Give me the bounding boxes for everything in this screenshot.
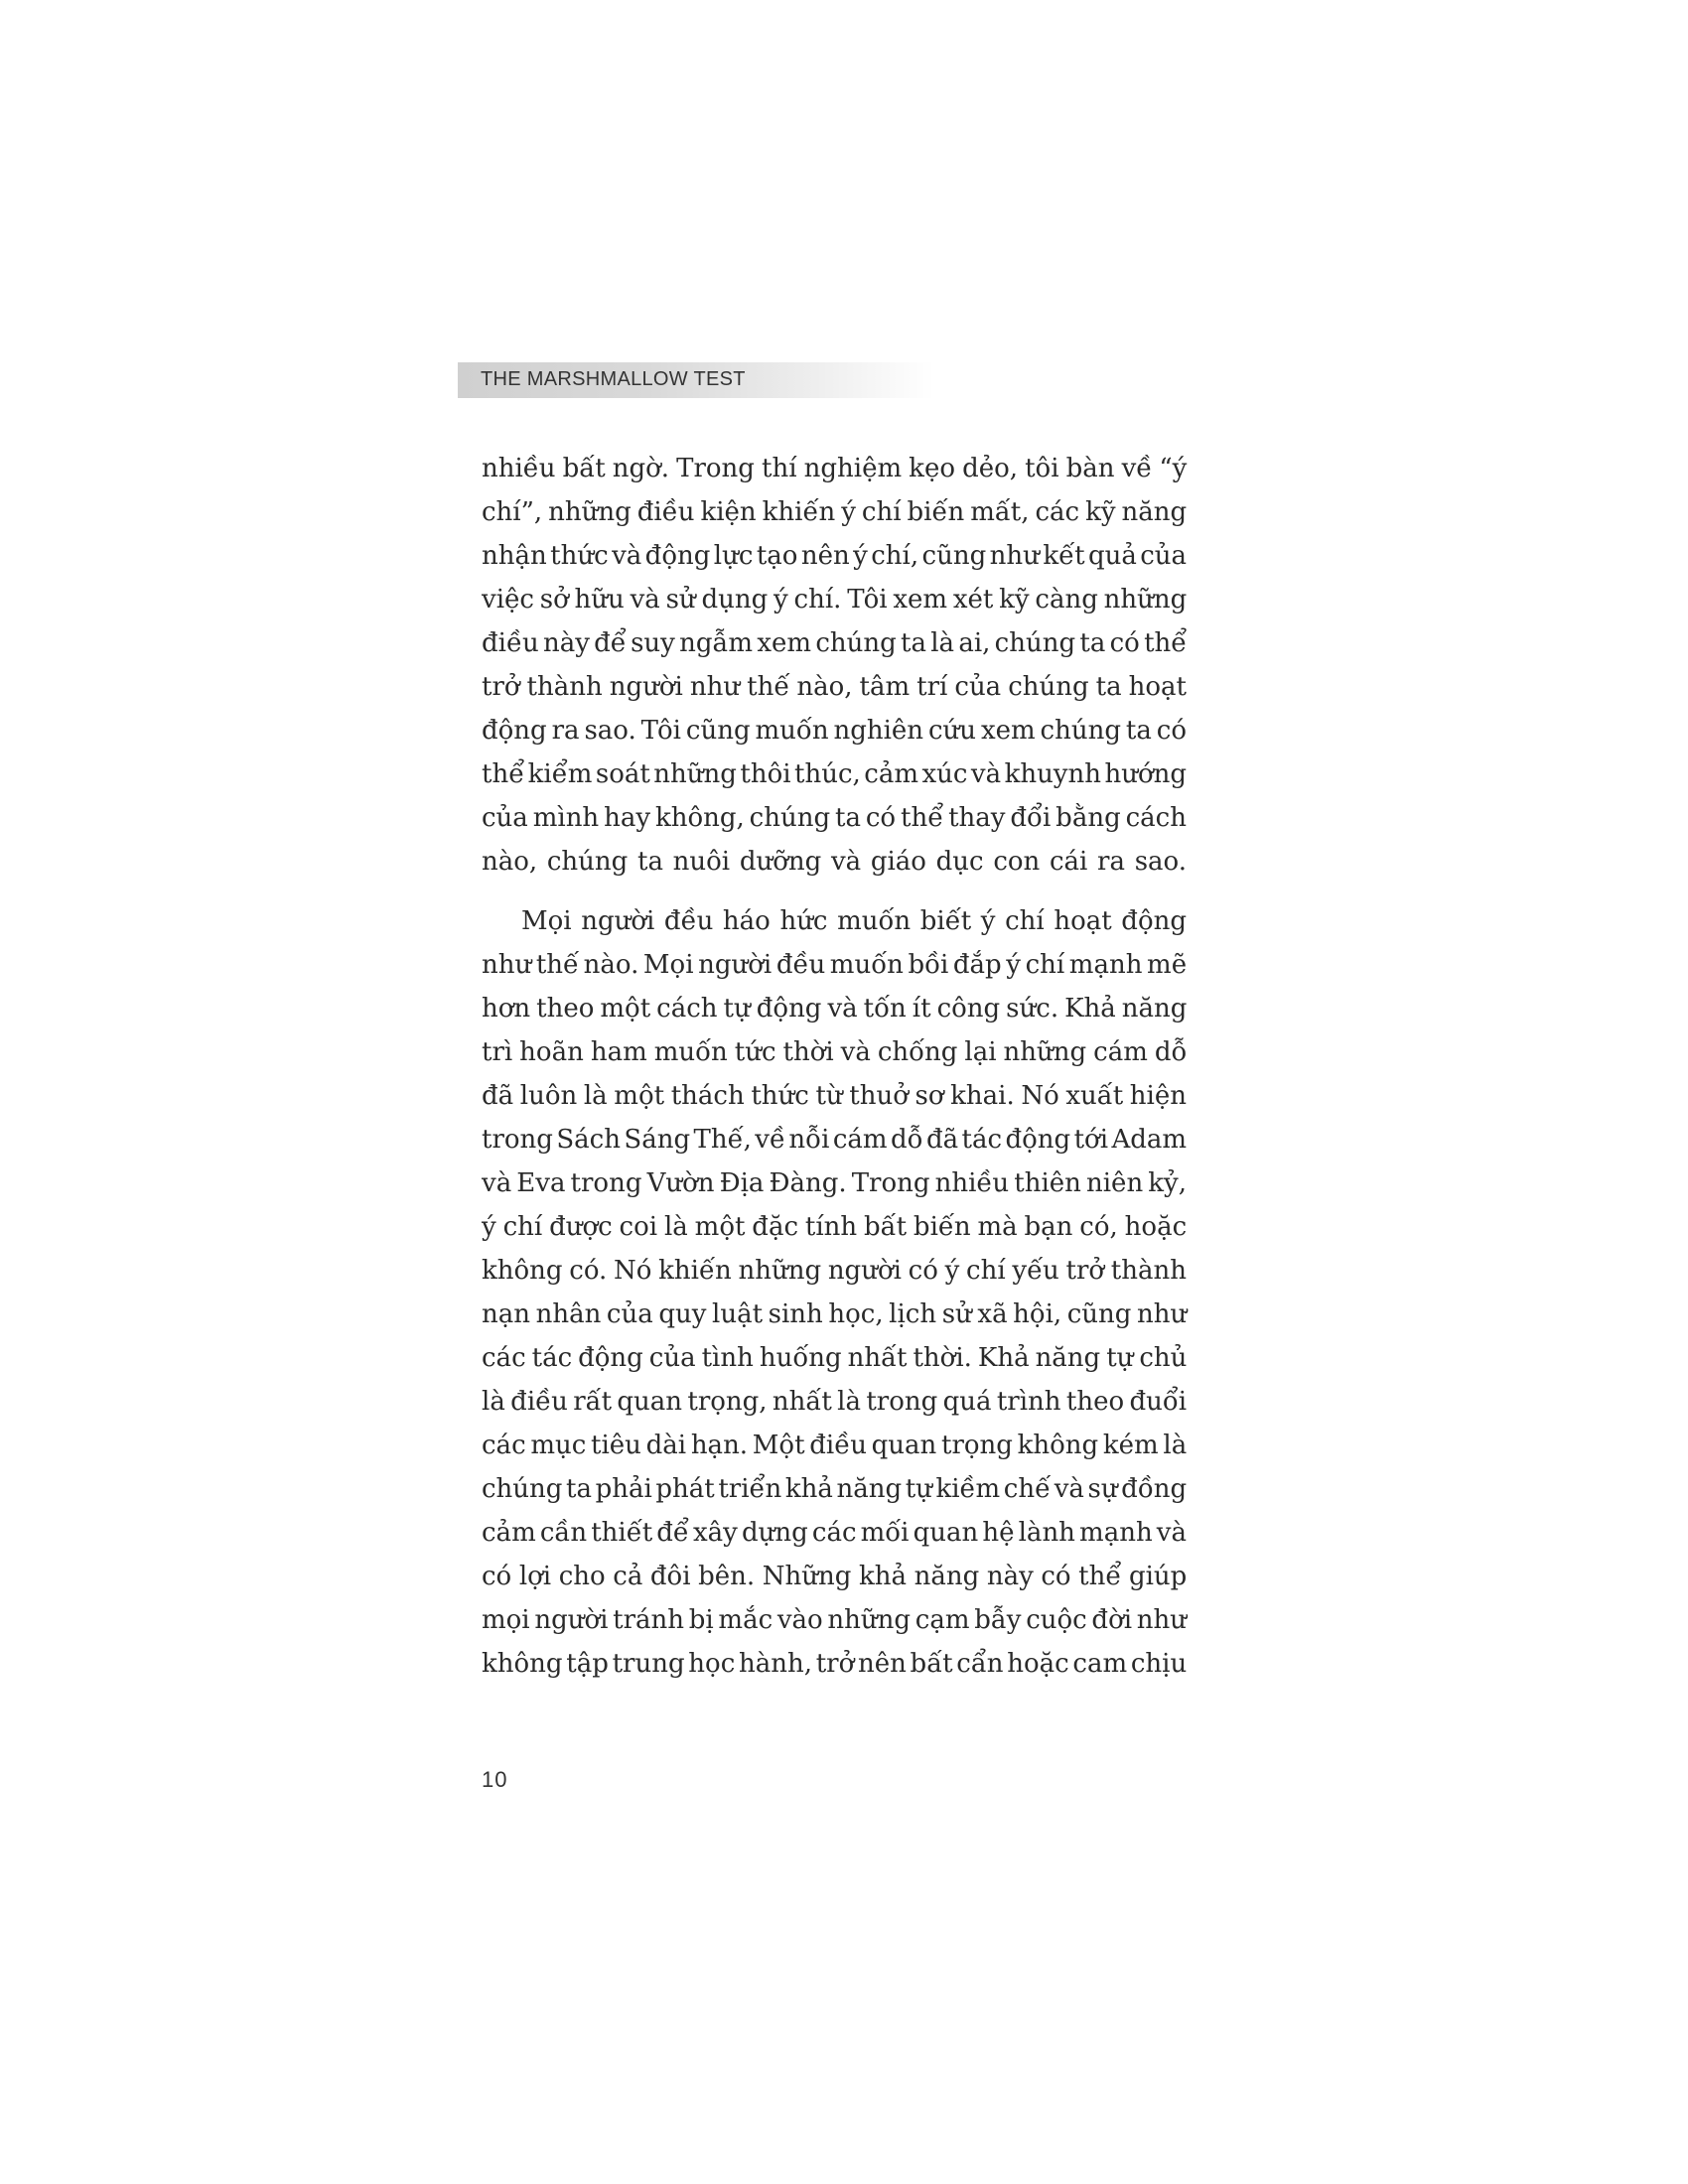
text-line: động ra sao. Tôi cũng muốn nghiên cứu xem chúng ta có bbox=[482, 716, 1187, 746]
page-number: 10 bbox=[482, 1767, 508, 1792]
text-line: nào, chúng ta nuôi dưỡng và giáo dục con cái ra sao. bbox=[482, 847, 1187, 877]
text-line: không có. Nó khiến những người có ý chí yếu trở thành bbox=[482, 1256, 1187, 1286]
text-line: là điều rất quan trọng, nhất là trong quá trình theo đuổi bbox=[482, 1387, 1188, 1417]
text-line: nhiều bất ngờ. Trong thí nghiệm kẹo dẻo, tôi bàn về “ý bbox=[482, 454, 1188, 483]
text-line: đã luôn là một thách thức từ thuở sơ khai. Nó xuất hiện bbox=[482, 1081, 1187, 1111]
body-text bbox=[482, 447, 1187, 1686]
text-line bbox=[482, 899, 1187, 943]
running-header bbox=[458, 362, 934, 398]
text-line: việc sở hữu và sử dụng ý chí. Tôi xem xét kỹ càng những bbox=[482, 585, 1188, 614]
text-line: hơn theo một cách tự động và tốn ít công sức. Khả năng bbox=[482, 994, 1188, 1024]
text-line: và Eva trong Vườn Địa Đàng. Trong nhiều thiên niên kỷ, bbox=[482, 1168, 1187, 1198]
text-line: chí”, những điều kiện khiến ý chí biến mất, các kỹ năng bbox=[482, 497, 1188, 527]
text-line: thể kiểm soát những thôi thúc, cảm xúc và khuynh hướng bbox=[482, 759, 1187, 789]
text-line: của mình hay không, chúng ta có thể thay đổi bằng cách bbox=[482, 803, 1187, 833]
text-line: như thế nào. Mọi người đều muốn bồi đắp ý chí mạnh mẽ bbox=[482, 950, 1188, 980]
text-line: các tác động của tình huống nhất thời. Khả năng tự chủ bbox=[482, 1343, 1188, 1373]
text-line: chúng ta phải phát triển khả năng tự kiềm chế và sự đồng bbox=[482, 1474, 1188, 1504]
paragraph-2 bbox=[482, 899, 1187, 1686]
text-line: trở thành người như thế nào, tâm trí của chúng ta hoạt bbox=[482, 672, 1187, 702]
text-line: có lợi cho cả đôi bên. Những khả năng này có thể giúp bbox=[482, 1562, 1188, 1591]
text-line: nạn nhân của quy luật sinh học, lịch sử xã hội, cũng như bbox=[482, 1299, 1188, 1329]
text-line: các mục tiêu dài hạn. Một điều quan trọng không kém là bbox=[482, 1431, 1188, 1460]
text-line: trong Sách Sáng Thế, về nỗi cám dỗ đã tác động tới Adam bbox=[482, 1125, 1188, 1155]
text-line: trì hoãn ham muốn tức thời và chống lại những cám dỗ bbox=[482, 1037, 1188, 1067]
text-line: ý chí được coi là một đặc tính bất biến mà bạn có, hoặc bbox=[482, 1212, 1188, 1242]
text-line: không tập trung học hành, trở nên bất cẩn hoặc cam chịu bbox=[482, 1649, 1188, 1679]
text-line: điều này để suy ngẫm xem chúng ta là ai, chúng ta có thể bbox=[482, 628, 1188, 658]
running-header-title: THE MARSHMALLOW TEST bbox=[481, 368, 746, 390]
paragraph-1 bbox=[482, 447, 1187, 884]
text-line: cảm cần thiết để xây dựng các mối quan hệ lành mạnh và bbox=[482, 1518, 1187, 1548]
text-line-content: Mọi người đều háo hức muốn biết ý chí hoạt động bbox=[521, 906, 1187, 936]
text-line: nhận thức và động lực tạo nên ý chí, cũng như kết quả của bbox=[482, 541, 1188, 571]
text-line: mọi người tránh bị mắc vào những cạm bẫy cuộc đời như bbox=[482, 1605, 1187, 1635]
